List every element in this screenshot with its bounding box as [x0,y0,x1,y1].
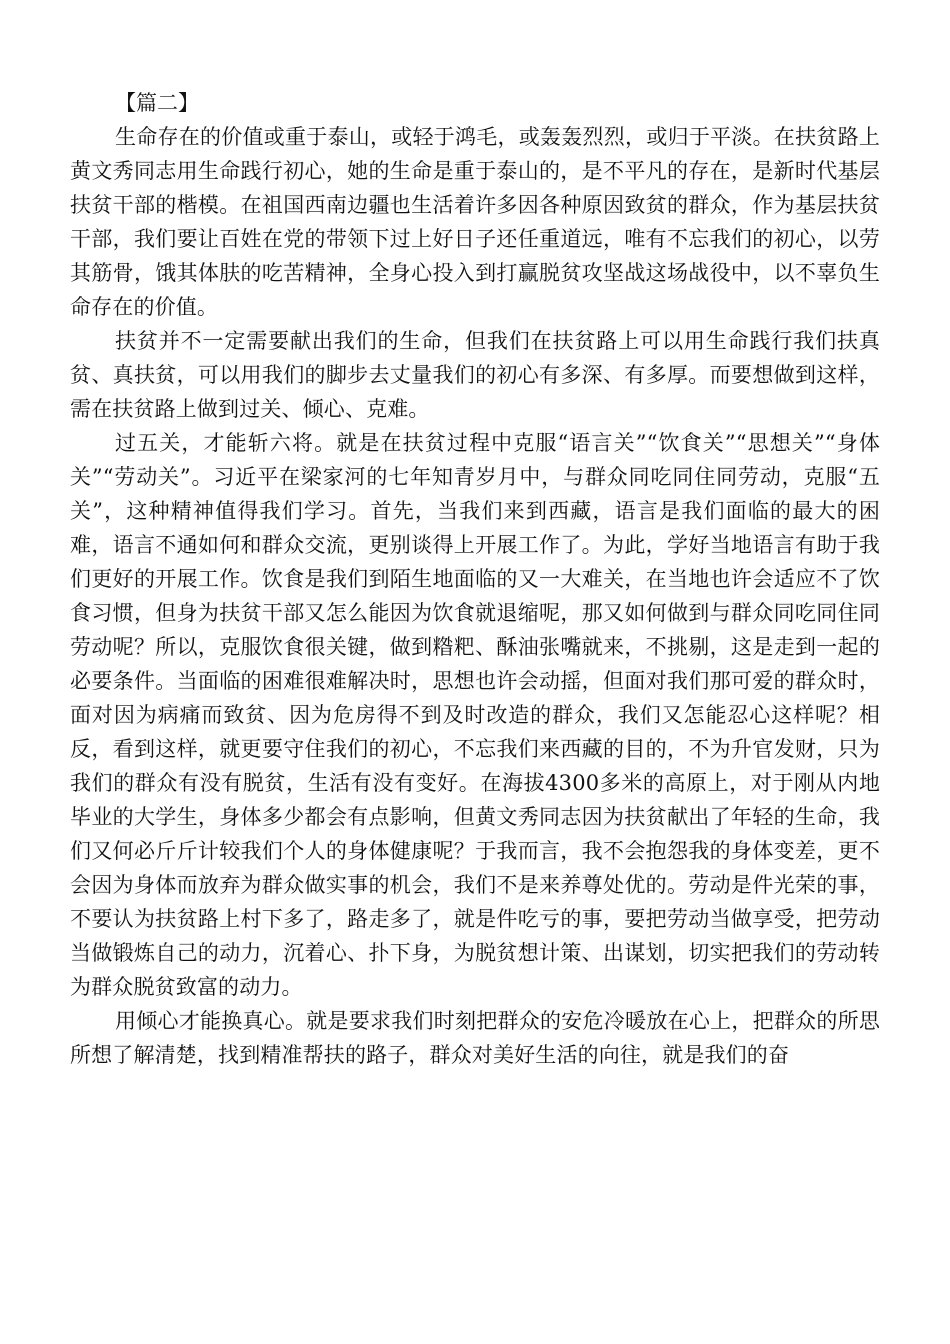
document-body [70,86,880,1072]
paragraph-1: 生命存在的价值或重于泰山，或轻于鸿毛，或轰轰烈烈，或归于平淡。在扶贫路上黄文秀同志用生命践行初心，她的生命是重于泰山的，是不平凡的存在，是新时代基层扶贫干部的楷模。在祖国西南边疆也生活着许多因各种原因致贫的群众，作为基层扶贫干部，我们要让百姓在党的带领下过上好日子还任重道远，唯有不忘我们的初心，以劳其筋骨，饿其体肤的吃苦精神，全身心投入到打赢脱贫攻坚战这场战役中，以不辜负生命存在的价值。 [70,125,880,319]
paragraph-2: 扶贫并不一定需要献出我们的生命，但我们在扶贫路上可以用生命践行我们扶真贫、真扶贫，可以用我们的脚步去丈量我们的初心有多深、有多厚。而要想做到这样，需在扶贫路上做到过关、倾心、克难。 [70,329,880,421]
paragraph-3: 过五关，才能斩六将。就是在扶贫过程中克服“语言关”“饮食关”“思想关”“身体关”“劳动关”。习近平在梁家河的七年知青岁月中，与群众同吃同住同劳动，克服“五关”，这种精神值得我们学习。首先，当我们来到西藏，语言是我们面临的最大的困难，语言不通如何和群众交流，更别谈得上开展工作了。为此，学好当地语言有助于我们更好的开展工作。饮食是我们到陌生地面临的又一大难关，在当地也许会适应不了饮食习惯，但身为扶贫干部又怎么能因为饮食就退缩呢，那又如何做到与群众同吃同住同劳动呢？所以，克服饮食很关键，做到糌粑、酥油张嘴就来，不挑剔，这是走到一起的必要条件。当面临的困难很难解决时，思想也许会动摇，但面对我们那可爱的群众时，面对因为病痛而致贫、因为危房得不到及时改造的群众，我们又怎能忍心这样呢？相反，看到这样，就更要守住我们的初心，不忘我们来西藏的目的，不为升官发财，只为我们的群众有没有脱贫，生活有没有变好。在海拔4300多米的高原上，对于刚从内地毕业的大学生，身体多少都会有点影响，但黄文秀同志因为扶贫献出了年轻的生命，我们又何必斤斤计较我们个人的身体健康呢？于我而言，我不会抱怨我的身体变差，更不会因为身体而放弃为群众做实事的机会，我们不是来养尊处优的。劳动是件光荣的事，不要认为扶贫路上村下多了，路走多了，就是件吃亏的事，要把劳动当做享受，把劳动当做锻炼自己的动力，沉着心、扑下身，为脱贫想计策、出谋划，切实把我们的劳动转为群众脱贫致富的动力。 [70,431,880,999]
paragraph-4: 用倾心才能换真心。就是要求我们时刻把群众的安危冷暖放在心上，把群众的所思所想了解清楚，找到精准帮扶的路子，群众对美好生活的向往，就是我们的奋 [70,1009,880,1067]
section-heading: 【篇二】 [115,91,199,115]
